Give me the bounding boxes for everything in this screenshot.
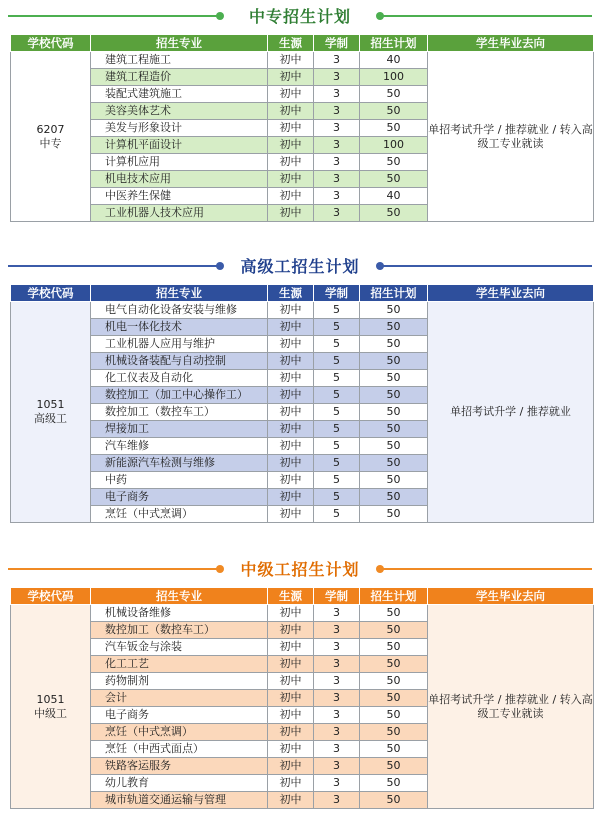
major-cell: 化工工艺 (91, 656, 268, 673)
header-row (11, 285, 594, 302)
source-cell: 初中 (268, 103, 314, 120)
plan-cell: 50 (360, 758, 428, 775)
source-cell: 初中 (268, 741, 314, 758)
plan-cell: 40 (360, 52, 428, 69)
source-cell: 初中 (268, 86, 314, 103)
school-level: 高级工 (34, 412, 67, 425)
divider-line (382, 265, 592, 267)
source-cell: 初中 (268, 506, 314, 523)
source-cell: 初中 (268, 336, 314, 353)
destination-cell: 单招考试升学 / 推荐就业 (428, 302, 594, 523)
major-cell: 数控加工（数控车工） (91, 404, 268, 421)
header-source: 生源 (268, 285, 314, 302)
plan-cell: 50 (360, 673, 428, 690)
plan-cell: 100 (360, 137, 428, 154)
major-cell: 电子商务 (91, 489, 268, 506)
section-title: 中级工招生计划 (240, 560, 360, 579)
years-cell: 3 (314, 724, 360, 741)
major-cell: 数控加工（数控车工） (91, 622, 268, 639)
plan-cell: 50 (360, 421, 428, 438)
plan-cell: 50 (360, 455, 428, 472)
years-cell: 5 (314, 489, 360, 506)
years-cell: 3 (314, 205, 360, 222)
years-cell: 3 (314, 52, 360, 69)
divider-line (382, 15, 592, 17)
years-cell: 3 (314, 188, 360, 205)
source-cell: 初中 (268, 622, 314, 639)
major-cell: 工业机器人应用与维护 (91, 336, 268, 353)
plan-table (10, 34, 594, 222)
plan-cell: 50 (360, 605, 428, 622)
years-cell: 3 (314, 171, 360, 188)
years-cell: 3 (314, 622, 360, 639)
major-cell: 美容美体艺术 (91, 103, 268, 120)
source-cell: 初中 (268, 489, 314, 506)
years-cell: 3 (314, 673, 360, 690)
major-cell: 装配式建筑施工 (91, 86, 268, 103)
header-major: 招生专业 (91, 588, 268, 605)
major-cell: 药物制剂 (91, 673, 268, 690)
major-cell: 中医养生保健 (91, 188, 268, 205)
plan-cell: 50 (360, 86, 428, 103)
years-cell: 5 (314, 302, 360, 319)
school-code: 1051 (36, 692, 65, 706)
plan-cell: 50 (360, 622, 428, 639)
plan-cell: 50 (360, 775, 428, 792)
major-cell: 化工仪表及自动化 (91, 370, 268, 387)
major-cell: 铁路客运服务 (91, 758, 268, 775)
years-cell: 5 (314, 421, 360, 438)
plan-table (10, 587, 594, 809)
source-cell: 初中 (268, 775, 314, 792)
plan-cell: 50 (360, 792, 428, 809)
source-cell: 初中 (268, 137, 314, 154)
plan-cell: 50 (360, 154, 428, 171)
years-cell: 3 (314, 86, 360, 103)
plan-cell: 50 (360, 302, 428, 319)
years-cell: 5 (314, 319, 360, 336)
header-school-code: 学校代码 (11, 35, 91, 52)
source-cell: 初中 (268, 319, 314, 336)
source-cell: 初中 (268, 52, 314, 69)
major-cell: 电气自动化设备安装与维修 (91, 302, 268, 319)
destination-cell: 单招考试升学 / 推荐就业 / 转入高级工专业就读 (428, 52, 594, 222)
years-cell: 3 (314, 792, 360, 809)
plan-cell: 50 (360, 120, 428, 137)
years-cell: 3 (314, 656, 360, 673)
header-row (11, 588, 594, 605)
major-cell: 烹饪（中西式面点） (91, 741, 268, 758)
major-cell: 数控加工（加工中心操作工） (91, 387, 268, 404)
header-school-code: 学校代码 (11, 285, 91, 302)
section-zhongjigong (0, 553, 600, 806)
school-code-cell (11, 605, 91, 809)
source-cell: 初中 (268, 404, 314, 421)
section-zhongzhuan (0, 0, 600, 219)
years-cell: 5 (314, 336, 360, 353)
plan-cell: 50 (360, 353, 428, 370)
source-cell: 初中 (268, 639, 314, 656)
header-row (11, 35, 594, 52)
major-cell: 会计 (91, 690, 268, 707)
school-code-cell (11, 52, 91, 222)
table-row (11, 302, 594, 319)
section-title-row (0, 250, 600, 284)
years-cell: 3 (314, 154, 360, 171)
years-cell: 3 (314, 69, 360, 86)
years-cell: 3 (314, 775, 360, 792)
years-cell: 3 (314, 120, 360, 137)
major-cell: 机电技术应用 (91, 171, 268, 188)
plan-cell: 50 (360, 690, 428, 707)
major-cell: 美发与形象设计 (91, 120, 268, 137)
plan-cell: 50 (360, 438, 428, 455)
major-cell: 建筑工程施工 (91, 52, 268, 69)
major-cell: 烹饪（中式烹调） (91, 506, 268, 523)
source-cell: 初中 (268, 421, 314, 438)
plan-cell: 50 (360, 370, 428, 387)
header-source: 生源 (268, 588, 314, 605)
header-school-code: 学校代码 (11, 588, 91, 605)
source-cell: 初中 (268, 154, 314, 171)
source-cell: 初中 (268, 707, 314, 724)
major-cell: 机电一体化技术 (91, 319, 268, 336)
plan-cell: 50 (360, 656, 428, 673)
source-cell: 初中 (268, 370, 314, 387)
plan-cell: 50 (360, 103, 428, 120)
plan-cell: 50 (360, 724, 428, 741)
plan-cell: 50 (360, 387, 428, 404)
major-cell: 中药 (91, 472, 268, 489)
years-cell: 3 (314, 707, 360, 724)
school-level: 中专 (39, 136, 62, 150)
plan-cell: 50 (360, 707, 428, 724)
header-destination: 学生毕业去向 (428, 285, 594, 302)
years-cell: 5 (314, 404, 360, 421)
years-cell: 3 (314, 137, 360, 154)
years-cell: 5 (314, 455, 360, 472)
section-title-row (0, 553, 600, 587)
plan-cell: 50 (360, 506, 428, 523)
major-cell: 建筑工程造价 (91, 69, 268, 86)
school-code: 6207 (36, 122, 65, 136)
source-cell: 初中 (268, 387, 314, 404)
source-cell: 初中 (268, 205, 314, 222)
header-destination: 学生毕业去向 (428, 35, 594, 52)
source-cell: 初中 (268, 455, 314, 472)
major-cell: 新能源汽车检测与维修 (91, 455, 268, 472)
major-cell: 机械设备维修 (91, 605, 268, 622)
source-cell: 初中 (268, 724, 314, 741)
source-cell: 初中 (268, 673, 314, 690)
header-major: 招生专业 (91, 285, 268, 302)
header-plan: 招生计划 (360, 285, 428, 302)
source-cell: 初中 (268, 171, 314, 188)
major-cell: 焊接加工 (91, 421, 268, 438)
major-cell: 汽车维修 (91, 438, 268, 455)
header-major: 招生专业 (91, 35, 268, 52)
header-years: 学制 (314, 588, 360, 605)
source-cell: 初中 (268, 605, 314, 622)
plan-cell: 50 (360, 404, 428, 421)
years-cell: 3 (314, 741, 360, 758)
major-cell: 计算机应用 (91, 154, 268, 171)
plan-cell: 50 (360, 639, 428, 656)
years-cell: 5 (314, 370, 360, 387)
header-plan: 招生计划 (360, 35, 428, 52)
major-cell: 幼儿教育 (91, 775, 268, 792)
source-cell: 初中 (268, 656, 314, 673)
header-destination: 学生毕业去向 (428, 588, 594, 605)
years-cell: 3 (314, 103, 360, 120)
years-cell: 5 (314, 387, 360, 404)
destination-cell: 单招考试升学 / 推荐就业 / 转入高级工专业就读 (428, 605, 594, 809)
source-cell: 初中 (268, 792, 314, 809)
source-cell: 初中 (268, 69, 314, 86)
section-title-row (0, 0, 600, 34)
source-cell: 初中 (268, 690, 314, 707)
years-cell: 5 (314, 438, 360, 455)
divider-line (382, 568, 592, 570)
plan-cell: 40 (360, 188, 428, 205)
plan-cell: 50 (360, 472, 428, 489)
major-cell: 汽车钣金与涂装 (91, 639, 268, 656)
source-cell: 初中 (268, 472, 314, 489)
major-cell: 城市轨道交通运输与管理 (91, 792, 268, 809)
years-cell: 5 (314, 353, 360, 370)
plan-cell: 50 (360, 489, 428, 506)
source-cell: 初中 (268, 438, 314, 455)
major-cell: 烹饪（中式烹调） (91, 724, 268, 741)
school-code: 1051 (36, 398, 65, 411)
section-gaojigong (0, 250, 600, 520)
years-cell: 3 (314, 605, 360, 622)
section-title: 高级工招生计划 (240, 257, 360, 276)
major-cell: 机械设备装配与自动控制 (91, 353, 268, 370)
source-cell: 初中 (268, 120, 314, 137)
years-cell: 5 (314, 472, 360, 489)
plan-cell: 50 (360, 336, 428, 353)
source-cell: 初中 (268, 188, 314, 205)
source-cell: 初中 (268, 302, 314, 319)
header-plan: 招生计划 (360, 588, 428, 605)
table-row (11, 52, 594, 69)
years-cell: 3 (314, 690, 360, 707)
header-years: 学制 (314, 285, 360, 302)
source-cell: 初中 (268, 758, 314, 775)
major-cell: 计算机平面设计 (91, 137, 268, 154)
years-cell: 5 (314, 506, 360, 523)
years-cell: 3 (314, 639, 360, 656)
plan-cell: 100 (360, 69, 428, 86)
plan-cell: 50 (360, 741, 428, 758)
plan-cell: 50 (360, 171, 428, 188)
source-cell: 初中 (268, 353, 314, 370)
table-row (11, 605, 594, 622)
major-cell: 电子商务 (91, 707, 268, 724)
major-cell: 工业机器人技术应用 (91, 205, 268, 222)
school-code-cell (11, 302, 91, 523)
section-title: 中专招生计划 (248, 7, 351, 26)
years-cell: 3 (314, 758, 360, 775)
header-years: 学制 (314, 35, 360, 52)
plan-table (10, 284, 594, 523)
plan-cell: 50 (360, 205, 428, 222)
header-source: 生源 (268, 35, 314, 52)
school-level: 中级工 (34, 706, 67, 720)
plan-cell: 50 (360, 319, 428, 336)
